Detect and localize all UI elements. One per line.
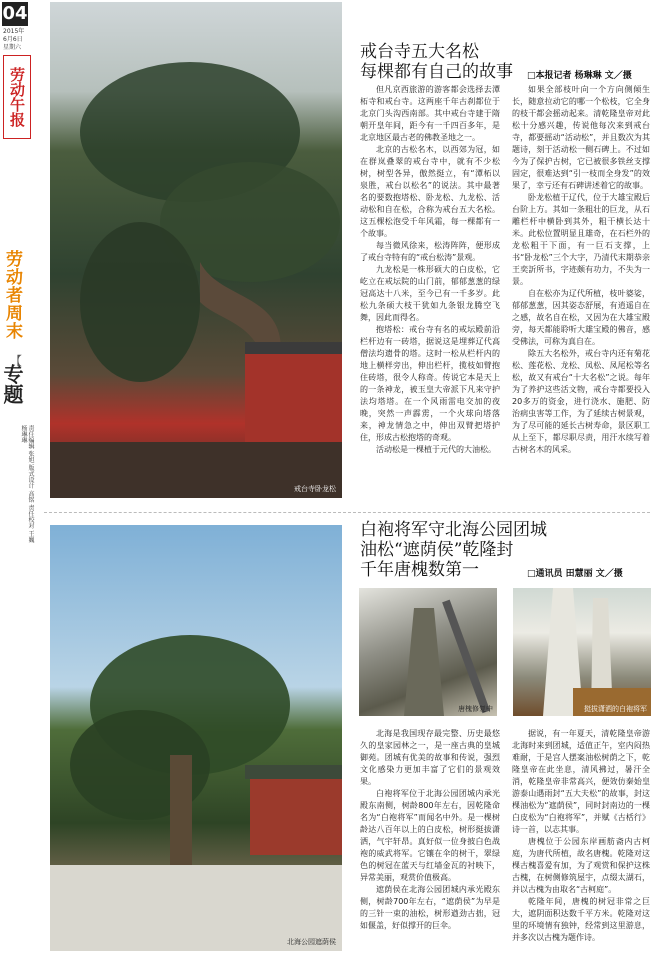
pine-photo-wolong xyxy=(50,2,342,498)
article2-column-2 xyxy=(512,728,650,954)
staff-credits: 责任编辑 张旭 版式设计 高铭 责任校对 王巍 杨琳琳 xyxy=(20,425,34,543)
topic-bracket: 【 xyxy=(9,354,22,368)
paragraph: 北京的古松名木，以西郊为冠，如在群岚叠翠的戒台寺中，就有不少松树，树型各异，傲然挺立，有“潭柘以泉胜，戒台以松名”的说法。其中最著名的要数抱塔松、卧龙松、九龙松、活动松和自在松，合称为戒台五大名松。这五棵松泡受千年风霜，每一棵都有一个故事。 xyxy=(360,145,500,238)
photo1-caption: 戒台寺卧龙松 xyxy=(294,485,336,493)
article1-column-1 xyxy=(360,84,500,484)
issue-date xyxy=(3,28,35,52)
pine-photo-zheyinhou xyxy=(50,525,342,951)
article2-byline: □通讯员 田慧丽 文／摄 xyxy=(527,569,623,579)
paragraph: 乾隆年间，唐槐的树冠非常之巨大，遮阴面积达数千平方米。乾隆对这里的环境情有独钟，经常到这里游息，并多次以古槐为题作诗。 xyxy=(512,897,650,942)
article1-byline: □本报记者 杨琳琳 文／摄 xyxy=(527,71,632,81)
paragraph: 唐槐位于公园东岸画舫斋内古柯庭，为唐代所植，故名唐槐。乾隆对这棵古槐喜爱有加，为了观赏和保护这株古槐，在树侧修筑屋宇，点缀太湖石，并以古槐为由取名“古柯庭”。 xyxy=(512,837,650,894)
white-robe-pine-photo xyxy=(513,588,651,716)
issue-date-weekday: 星期六 xyxy=(3,44,22,51)
article1-column-2 xyxy=(512,84,650,484)
paragraph: 遮荫侯在北海公园团城内承光殿东侧，树龄700年左右，“遮荫侯”为早是的三针一束的油松，树形遒劲古拙，冠如偃盖，好似撑开的巨伞。 xyxy=(360,885,500,930)
article1-headline xyxy=(360,42,513,82)
article2-headline-line1: 白袍将军守北海公园团城 xyxy=(360,520,547,540)
paragraph: 据说，有一年夏天，清乾隆皇帝游北海时来到团城，适值正午，室内闷热难耐，于是宫人摆案油松树荫之下，乾隆皇帝在此坐息，清风拂过，暑汗全消，乾隆皇帝非常高兴，便效仿秦始皇游泰山遇雨封“五大夫松”的故事，封这棵油松为“遮荫侯”，同时封南边的一棵白皮松为“白袍将军”，并赋《古栝行》诗一首，以志其事。 xyxy=(512,729,650,834)
page-number: 04 xyxy=(2,3,28,24)
tree-illustration xyxy=(50,525,342,951)
paragraph: 但凡京西旅游的游客都会选择去潭柘寺和戒台寺。这两座千年古刹都位于北京门头沟西南部。其中戒台寺建于隋朝开皇年间，距今有一千四百多年，是北京地区最古老的佛教圣地之一。 xyxy=(360,85,500,142)
issue-date-day: 6月6日 xyxy=(3,36,23,43)
newspaper-logo: 劳动午报 xyxy=(3,55,31,139)
article2-column-1 xyxy=(360,728,500,954)
paragraph: 卧龙松植于辽代，位于大雄宝殿后台阶上方。其如一条粗壮的巨龙，从石雕栏杆中横卧到其外，粗干横长达十米。此松位置明显且雄奇，在石栏外的龙松粗干下面，有一巨石支撑，上书“卧龙松”三个大字，乃清代末期恭亲王奕訢所书，字迹颇有功力，不失为一景。 xyxy=(512,193,650,286)
paragraph: 北海是我国现存最完整、历史最悠久的皇家园林之一，是一座古典的皇城御苑。团城有优美的故事和传说，强烈文化感染力更加丰富了它们的景观效果。 xyxy=(360,729,500,786)
photo3-caption: 唐槐修复中 xyxy=(458,705,493,713)
paragraph: 如果全部枝叶向一个方向侧倾生长，随意拉动它的哪一个松枝，它全身的枝干都会摇动起来。清乾隆皇帝对此松十分感兴趣，传说他每次来到戒台寺，都要摇动“活动松”，并且数次为其题诗，刻于活动松一侧石碑上。不过如今为了保护古树，它已被很多铁丝支撑固定，很难达到“引一枝而全身发”的效果了，幸亏还有石碑讲述着它的故事。 xyxy=(512,85,650,190)
locust-illustration xyxy=(359,588,497,716)
white-pine-illustration xyxy=(513,588,651,716)
paragraph: 活动松是一棵植于元代的大油松。 xyxy=(376,445,496,454)
paragraph: 白袍将军位于北海公园团城内承光殿东南侧，树龄800年左右，因乾隆命名为“白袍将军”而闻名中外。是一棵树龄达八百年以上的白皮松，树形挺拔潇洒，气宇轩昂。真好似一位身披白色战袍的威武将军。它镶在伞的树干，翠绿色的树冠在蓝天与红墙金瓦的衬映下，异常美丽，观赏价值极高。 xyxy=(360,789,500,882)
pine-illustration xyxy=(50,2,342,498)
section-name: 劳动者周末 xyxy=(2,250,22,340)
issue-date-year: 2015年 xyxy=(3,28,25,35)
article1-headline-line2: 每棵都有自己的故事 xyxy=(360,62,513,82)
paragraph: 每当微风徐来，松涛阵阵，便形成了戒台寺特有的“戒台松涛”景观。 xyxy=(360,241,500,262)
paragraph: 自在松亦为辽代所植，枝叶婆娑，郁郁葱葱，因其姿态舒展，有逍遥自在之感，故名自在松，又因为在大雄宝殿旁，每天都能聆听大雄宝殿的佛音，感受佛法，可称为真自在。 xyxy=(512,289,650,346)
paragraph: 除五大名松外，戒台寺内还有菊花松、莲花松、龙松、凤松、凤尾松等名松，故又有戒台“十大名松”之说。每年为了养护这些活文物，戒台寺都要投入20多万的资金，进行浇水、施肥、防治病虫害等工作，为了延续古树景观，为了尽可能的延长古树寿命，景区职工从上至下，都尽职尽责，用汗水续写着古树名木的风采。 xyxy=(512,349,650,454)
article2-headline-line2: 油松“遮荫侯”乾隆封 xyxy=(360,540,514,560)
article-divider xyxy=(44,512,650,513)
tang-locust-photo xyxy=(359,588,497,716)
article1-headline-line1: 戒台寺五大名松 xyxy=(360,42,479,62)
paragraph: 抱塔松：戒台寺有名的戒坛殿前沿栏杆边有一砖塔，据说这是埋葬辽代高僧法均遗骨的塔。这时一松从栏杆内的地上横样旁出，伸出栏杆，揽枝如臂抱住砖塔，很令人称奇。传说它本是天上的一条神龙，被玉皇大帝派下凡来守护法均塔塔。在一个风雨雷电交加的夜晚，突然一声霹雳，一个火球向塔落来，神龙情急之中，伸出双臂把塔护住，形成古松抱塔的奇观。 xyxy=(360,325,500,442)
article2-headline-line3: 千年唐槐数第一 xyxy=(360,560,479,580)
photo2-caption: 北海公园遮荫侯 xyxy=(287,938,336,946)
article2-headline xyxy=(360,520,547,580)
photo4-caption: 挺拔潇洒的白袍将军 xyxy=(584,705,647,713)
paragraph: 九龙松是一株形硕大的白皮松，它屹立在戒坛院的山门前，郁郁葱葱的绿冠高达十八米，至今已有一千多岁。此松九条硕大枝干犹如九条银龙腾空飞舞，因此而得名。 xyxy=(360,265,500,322)
topic-label: 专题 xyxy=(0,364,24,404)
